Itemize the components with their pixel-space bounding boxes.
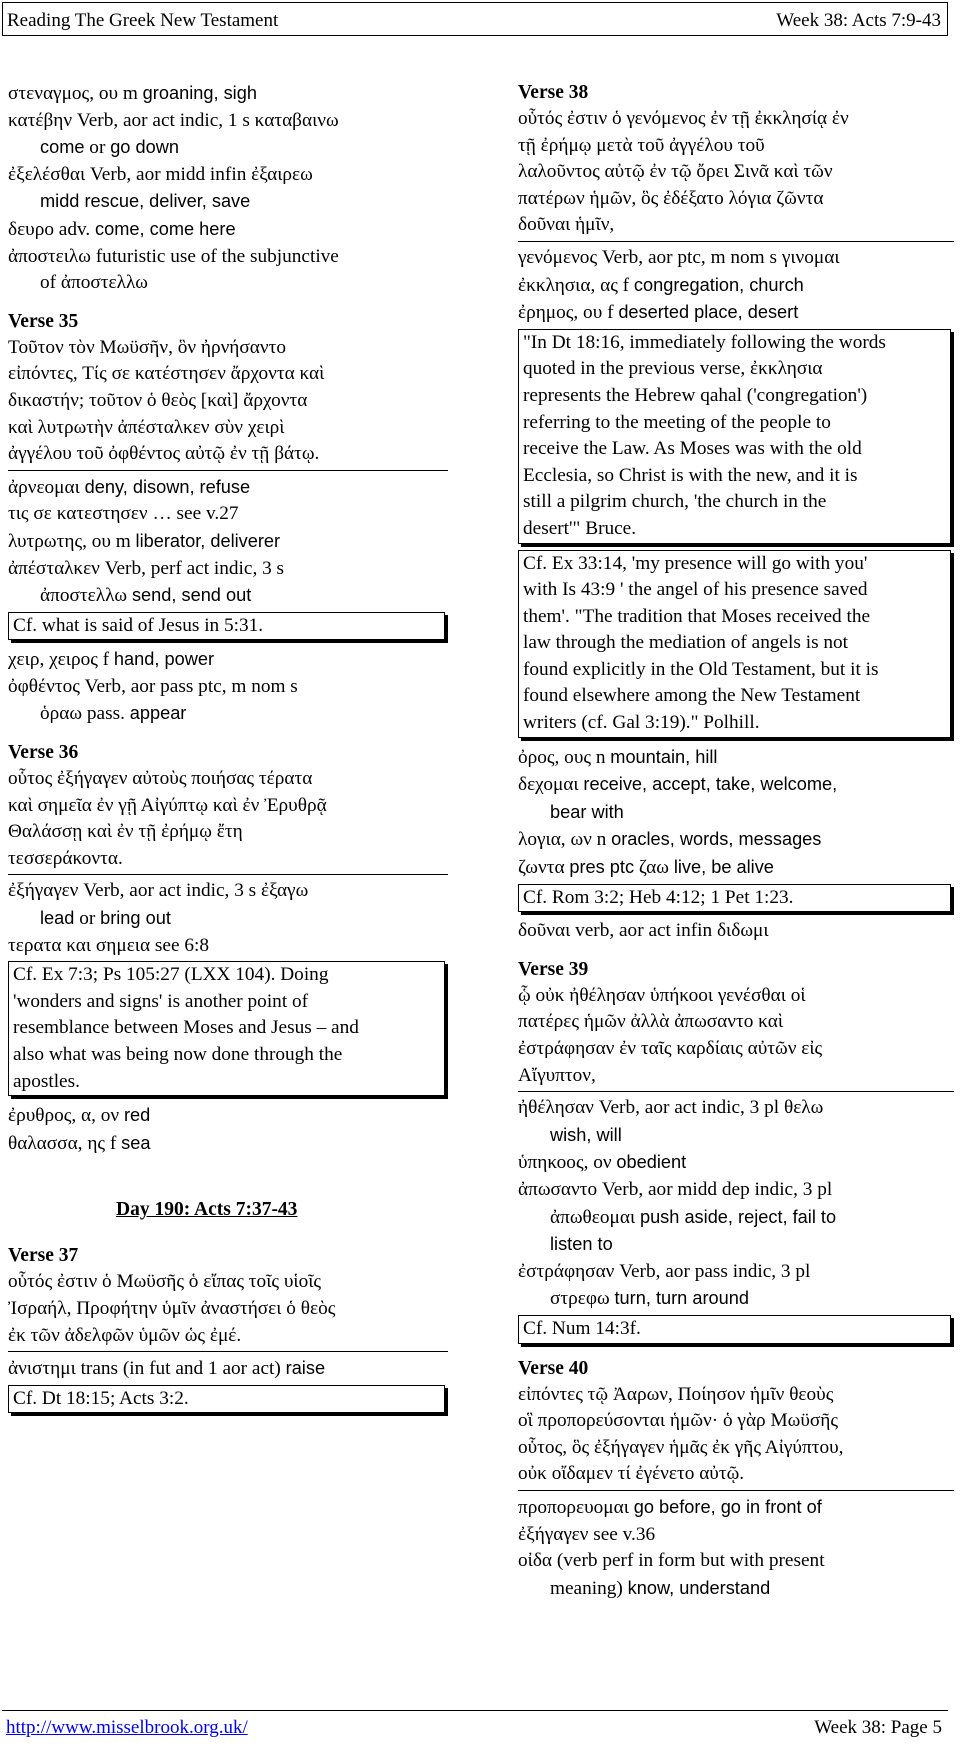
greek-text-line: τῇ ἐρήμῳ μετὰ τοῦ ἀγγέλου τοῦ bbox=[518, 134, 765, 156]
entry-text: δεχομαι bbox=[518, 774, 584, 796]
greek-text-line: ἐκ τῶν ἀδελφῶν ὑμῶν ὡς ἐμέ. bbox=[8, 1324, 242, 1346]
entry-text: ἐξελέσθαι Verb, aor midd infin ἐξαιρεω bbox=[8, 163, 313, 185]
entry-text: θαλασσα, ης f bbox=[8, 1132, 122, 1154]
entry-text: meaning) bbox=[550, 1577, 628, 1599]
entry-text: χειρ, χειρος f bbox=[8, 649, 114, 671]
commentary-box bbox=[8, 612, 445, 641]
greek-text-line: τεσσεράκοντα. bbox=[8, 847, 123, 869]
entry-text: ὀφθέντος Verb, aor pass ptc, m nom s bbox=[8, 675, 298, 697]
entry-text: ζαω bbox=[634, 857, 674, 879]
gloss-text: raise bbox=[285, 1358, 326, 1379]
entry-text: προπορευομαι bbox=[518, 1496, 634, 1518]
vocab-line bbox=[518, 854, 954, 882]
greek-text-line: δοῦναι ἡμῖν, bbox=[518, 214, 615, 236]
gloss-text: bear with bbox=[550, 801, 624, 822]
entry-text: or bbox=[84, 137, 111, 159]
vocab-line bbox=[8, 188, 448, 216]
gloss-text: oracles, words, messages bbox=[611, 829, 822, 850]
commentary-box bbox=[518, 550, 951, 738]
commentary-line: found elsewhere among the New Testament bbox=[523, 685, 861, 707]
gloss-text: appear bbox=[129, 703, 187, 724]
entry-text: or bbox=[74, 908, 101, 930]
greek-text-line: οὗτός ἐστιν ὁ γενόμενος ἐν τῇ ἐκκλησίᾳ ἐν bbox=[518, 108, 849, 129]
greek-text-line: οὗτος ἐξήγαγεν αὐτοὺς ποιήσας τέρατα bbox=[8, 768, 313, 790]
vocab-line bbox=[518, 1494, 954, 1522]
greek-text-line: πατέρων ἡμῶν, ὃς ἐδέξατο λόγια ζῶντα bbox=[518, 187, 824, 209]
commentary-line: Cf. what is said of Jesus in 5:31. bbox=[13, 614, 264, 636]
vocab-line bbox=[518, 1548, 954, 1575]
gloss-text: push aside, reject, fail to bbox=[639, 1206, 837, 1227]
commentary-line: desert'" Bruce. bbox=[523, 517, 637, 539]
entry-text: στεναγμος, ου m bbox=[8, 83, 143, 104]
entry-text: ἀπωθεομαι bbox=[550, 1206, 640, 1228]
vocab-line bbox=[8, 646, 448, 674]
commentary-line: still a pilgrim church, 'the church in the bbox=[523, 491, 827, 513]
vocab-line bbox=[8, 270, 448, 297]
commentary-line: Ecclesia, so Christ is with the new, and it is bbox=[523, 464, 858, 486]
page-header bbox=[2, 2, 948, 36]
vocab-line bbox=[518, 918, 954, 945]
greek-text-line: δικαστήν; τοῦτον ὁ θεὸς [καὶ] ἄρχοντα bbox=[8, 389, 308, 411]
vocab-line bbox=[518, 1575, 954, 1603]
gloss-text: send, send out bbox=[131, 585, 252, 606]
vocab-line bbox=[518, 1122, 954, 1150]
commentary-line: also what was being now done through the bbox=[13, 1044, 343, 1065]
greek-text-line: εἰπόντες τῷ Ἀαρων, Ποίησον ἡμῖν θεοὺς bbox=[518, 1383, 834, 1405]
verse-heading: Verse 35 bbox=[8, 310, 79, 332]
gloss-text: turn, turn around bbox=[614, 1288, 749, 1309]
vocab-line bbox=[518, 1231, 954, 1259]
entry-text: ἀποστειλω futuristic use of the subjunctive bbox=[8, 245, 339, 267]
gloss-text: know, understand bbox=[627, 1577, 771, 1598]
commentary-box bbox=[518, 884, 951, 913]
entry-text: ὀρος, ους n bbox=[518, 746, 611, 768]
vocab-line bbox=[518, 272, 954, 300]
footer-page: Week 38: Page 5 bbox=[814, 1717, 942, 1738]
gloss-text: come, come here bbox=[95, 218, 236, 239]
entry-text: ὁραω pass. bbox=[40, 703, 130, 725]
verse-heading: Verse 40 bbox=[518, 1357, 589, 1379]
vocab-line bbox=[8, 244, 448, 271]
gloss-text: mountain, hill bbox=[610, 746, 718, 767]
commentary-line: 'wonders and signs' is another point of bbox=[13, 990, 309, 1012]
entry-text: ἐρημος, ου f bbox=[518, 302, 619, 324]
vocab-line bbox=[518, 1259, 954, 1286]
commentary-line: them'. "The tradition that Moses received the bbox=[523, 605, 871, 627]
gloss-text: hand, power bbox=[113, 649, 215, 670]
commentary-line: apostles. bbox=[13, 1070, 80, 1092]
vocab-line bbox=[518, 744, 954, 772]
entry-text: οἰδα (verb perf in form but with present bbox=[518, 1550, 825, 1572]
verse-heading: Verse 38 bbox=[518, 82, 589, 103]
entry-text: γενόμενος Verb, aor ptc, m nom s γινομαι bbox=[518, 246, 840, 268]
verse-heading: Verse 39 bbox=[518, 958, 589, 980]
gloss-text: obedient bbox=[616, 1152, 687, 1173]
commentary-line: resemblance between Moses and Jesus – and bbox=[13, 1017, 359, 1039]
greek-text-line: οὗτός ἐστιν ὁ Μωϋσῆς ὁ εἴπας τοῖς υἱοῖς bbox=[8, 1271, 322, 1293]
vocab-line bbox=[518, 1204, 954, 1232]
footer-link[interactable]: http://www.misselbrook.org.uk/ bbox=[6, 1717, 248, 1738]
vocab-line bbox=[8, 674, 448, 701]
vocab-line bbox=[518, 1177, 954, 1204]
vocab-line bbox=[518, 826, 954, 854]
entry-text: δοῦναι verb, aor act infin διδωμι bbox=[518, 920, 769, 942]
commentary-box bbox=[8, 961, 445, 1096]
entry-text: τις σε κατεστησεν … see v.27 bbox=[8, 503, 239, 525]
greek-text-line: ἐστράφησαν ἐν ταῖς καρδίαις αὐτῶν εἰς bbox=[518, 1038, 823, 1059]
greek-text-block bbox=[8, 1269, 448, 1352]
gloss-text: sea bbox=[121, 1132, 151, 1153]
entry-text: στρεφω bbox=[550, 1288, 615, 1310]
right-column bbox=[518, 80, 954, 1602]
entry-text: ἀπέσταλκεν Verb, perf act indic, 3 s bbox=[8, 557, 285, 579]
gloss-text: pres ptc bbox=[569, 857, 635, 878]
vocab-line bbox=[8, 474, 448, 502]
gloss-text: red bbox=[123, 1105, 151, 1126]
entry-text: ἀπωσαντο Verb, aor midd dep indic, 3 pl bbox=[518, 1178, 833, 1200]
gloss-text: groaning, sigh bbox=[142, 83, 257, 103]
entry-text: of ἀποστελλω bbox=[40, 272, 148, 294]
vocab-line bbox=[8, 905, 448, 933]
greek-text-line: Θαλάσσῃ καὶ ἐν τῇ ἐρήμῳ ἔτη bbox=[8, 821, 243, 843]
header-title: Reading The Greek New Testament bbox=[7, 10, 279, 31]
vocab-line bbox=[8, 582, 448, 610]
entry-text: ἐστράφησαν Verb, aor pass indic, 3 pl bbox=[518, 1260, 811, 1282]
entry-text: ὑπηκοος, ον bbox=[518, 1152, 617, 1174]
vocab-line bbox=[518, 299, 954, 327]
commentary-line: receive the Law. As Moses was with the old bbox=[523, 438, 862, 460]
gloss-text: go before, go in front of bbox=[633, 1496, 822, 1517]
vocab-line bbox=[8, 700, 448, 728]
gloss-text: bring out bbox=[100, 908, 171, 929]
entry-text: ἐξήγαγεν see v.36 bbox=[518, 1523, 656, 1545]
gloss-text: wish, will bbox=[550, 1124, 622, 1145]
vocab-line bbox=[518, 799, 954, 827]
vocab-line bbox=[8, 216, 448, 244]
entry-text: ἐρυθρος, α, ον bbox=[8, 1105, 124, 1127]
commentary-line: Cf. Num 14:3f. bbox=[523, 1317, 641, 1339]
entry-text: τερατα και σημεια see 6:8 bbox=[8, 934, 209, 956]
commentary-line: represents the Hebrew qahal ('congregation') bbox=[523, 384, 868, 406]
vocab-line bbox=[8, 556, 448, 583]
greek-text-line: καὶ λυτρωτὴν ἀπέσταλκεν σὺν χειρὶ bbox=[8, 416, 285, 438]
vocab-line bbox=[8, 108, 448, 135]
entry-text: ἀνιστημι trans (in fut and 1 aor act) bbox=[8, 1358, 286, 1380]
vocab-line bbox=[8, 501, 448, 528]
gloss-text: receive, accept, take, welcome, bbox=[583, 774, 838, 795]
greek-text-line: Αἴγυπτον, bbox=[518, 1064, 596, 1086]
entry-text: ἐξήγαγεν Verb, aor act indic, 3 s ἐξαγω bbox=[8, 880, 309, 902]
vocab-line bbox=[8, 1102, 448, 1130]
page-footer bbox=[2, 1710, 948, 1738]
entry-text: λυτρωτης, ου m bbox=[8, 530, 136, 552]
greek-text-line: Ἰσραήλ, Προφήτην ὑμῖν ἀναστήσει ὁ θεὸς bbox=[8, 1297, 336, 1319]
gloss-text: deny, disown, refuse bbox=[84, 476, 251, 497]
commentary-line: referring to the meeting of the people to bbox=[523, 411, 831, 433]
vocab-line bbox=[518, 1285, 954, 1313]
gloss-text: come bbox=[40, 137, 85, 158]
left-column bbox=[8, 80, 448, 1419]
gloss-text: midd rescue, deliver, save bbox=[40, 191, 251, 212]
greek-text-line: ἀγγέλου τοῦ ὀφθέντος αὐτῷ ἐν τῇ βάτῳ. bbox=[8, 443, 320, 465]
vocab-line bbox=[518, 1149, 954, 1177]
commentary-line: Cf. Ex 7:3; Ps 105:27 (LXX 104). Doing bbox=[13, 964, 329, 986]
greek-text-line: οὐκ οἴδαμεν τί ἐγένετο αὐτῷ. bbox=[518, 1463, 745, 1485]
greek-text-line: λαλοῦντος αὐτῷ ἐν τῷ ὄρει Σινᾶ καὶ τῶν bbox=[518, 161, 833, 183]
entry-text: ζωντα bbox=[518, 857, 570, 879]
header-week: Week 38: Acts 7:9-43 bbox=[776, 10, 941, 31]
commentary-line: quoted in the previous verse, ἐκκλησια bbox=[523, 358, 823, 380]
commentary-line: writers (cf. Gal 3:19)." Polhill. bbox=[523, 712, 760, 734]
greek-text-block bbox=[8, 766, 448, 875]
entry-text: ἀρνεομαι bbox=[8, 476, 85, 498]
vocab-line bbox=[8, 1130, 448, 1158]
gloss-text: deserted place, desert bbox=[618, 302, 799, 323]
verse-heading: Verse 36 bbox=[8, 742, 79, 764]
gloss-text: congregation, church bbox=[633, 274, 804, 295]
vocab-line bbox=[8, 162, 448, 189]
vocab-line bbox=[8, 134, 448, 162]
entry-text: λογια, ων n bbox=[518, 829, 612, 851]
vocab-line bbox=[8, 878, 448, 905]
greek-text-line: οἳ προπορεύσονται ἡμῶν· ὁ γὰρ Μωϋσῆς bbox=[518, 1410, 838, 1432]
commentary-line: Cf. Ex 33:14, 'my presence will go with you' bbox=[523, 552, 868, 574]
greek-text-line: Τοῦτον τὸν Μωϋσῆν, ὃν ἠρνήσαντο bbox=[8, 336, 286, 358]
gloss-text: go down bbox=[110, 137, 179, 158]
commentary-box bbox=[518, 1315, 951, 1344]
entry-text: ἀποστελλω bbox=[40, 585, 132, 607]
entry-text: ἐκκλησια, ας f bbox=[518, 274, 634, 296]
commentary-line: found explicitly in the Old Testament, but it is bbox=[523, 658, 879, 680]
gloss-text: liberator, deliverer bbox=[135, 530, 281, 551]
vocab-line bbox=[518, 245, 954, 272]
commentary-line: "In Dt 18:16, immediately following the words bbox=[523, 331, 886, 353]
commentary-box bbox=[518, 329, 951, 544]
vocab-line bbox=[8, 933, 448, 960]
greek-text-line: πατέρες ἡμῶν ἀλλὰ ἀπωσαντο καὶ bbox=[518, 1011, 784, 1033]
vocab-line bbox=[518, 771, 954, 799]
entry-text: ἠθέλησαν Verb, aor act indic, 3 pl θελω bbox=[518, 1097, 824, 1119]
vocab-line bbox=[518, 1095, 954, 1122]
commentary-line: Cf. Rom 3:2; Heb 4:12; 1 Pet 1:23. bbox=[523, 886, 794, 908]
vocab-line bbox=[8, 80, 448, 108]
gloss-text: live, be alive bbox=[673, 857, 774, 878]
vocab-line bbox=[518, 1522, 954, 1549]
greek-text-block bbox=[8, 335, 448, 471]
entry-text: δευρο adv. bbox=[8, 218, 96, 240]
greek-text-block bbox=[518, 1382, 954, 1491]
verse-heading: Verse 37 bbox=[8, 1245, 79, 1267]
greek-text-line: ᾧ οὐκ ἠθέλησαν ὑπήκοοι γενέσθαι οἱ bbox=[518, 984, 806, 1006]
commentary-line: with Is 43:9 ' the angel of his presence saved bbox=[523, 579, 868, 601]
vocab-line bbox=[8, 1355, 448, 1383]
gloss-text: listen to bbox=[550, 1234, 613, 1255]
day-heading: Day 190: Acts 7:37-43 bbox=[116, 1199, 298, 1221]
commentary-line: Cf. Dt 18:15; Acts 3:2. bbox=[13, 1387, 189, 1409]
entry-text: κατέβην Verb, aor act indic, 1 s καταβαινω bbox=[8, 109, 339, 131]
gloss-text: lead bbox=[40, 908, 75, 929]
commentary-line: law through the mediation of angels is not bbox=[523, 632, 849, 654]
greek-text-block bbox=[518, 983, 954, 1092]
greek-text-line: καὶ σημεῖα ἐν γῇ Αἰγύπτῳ καὶ ἐν Ἐρυθρᾷ bbox=[8, 794, 327, 816]
commentary-box bbox=[8, 1385, 445, 1414]
greek-text-line: οὗτος, ὃς ἐξήγαγεν ἡμᾶς ἐκ γῆς Αἰγύπτου, bbox=[518, 1436, 844, 1458]
greek-text-line: εἰπόντες, Τίς σε κατέστησεν ἄρχοντα καὶ bbox=[8, 363, 325, 385]
vocab-line bbox=[8, 528, 448, 556]
greek-text-block bbox=[518, 106, 954, 242]
